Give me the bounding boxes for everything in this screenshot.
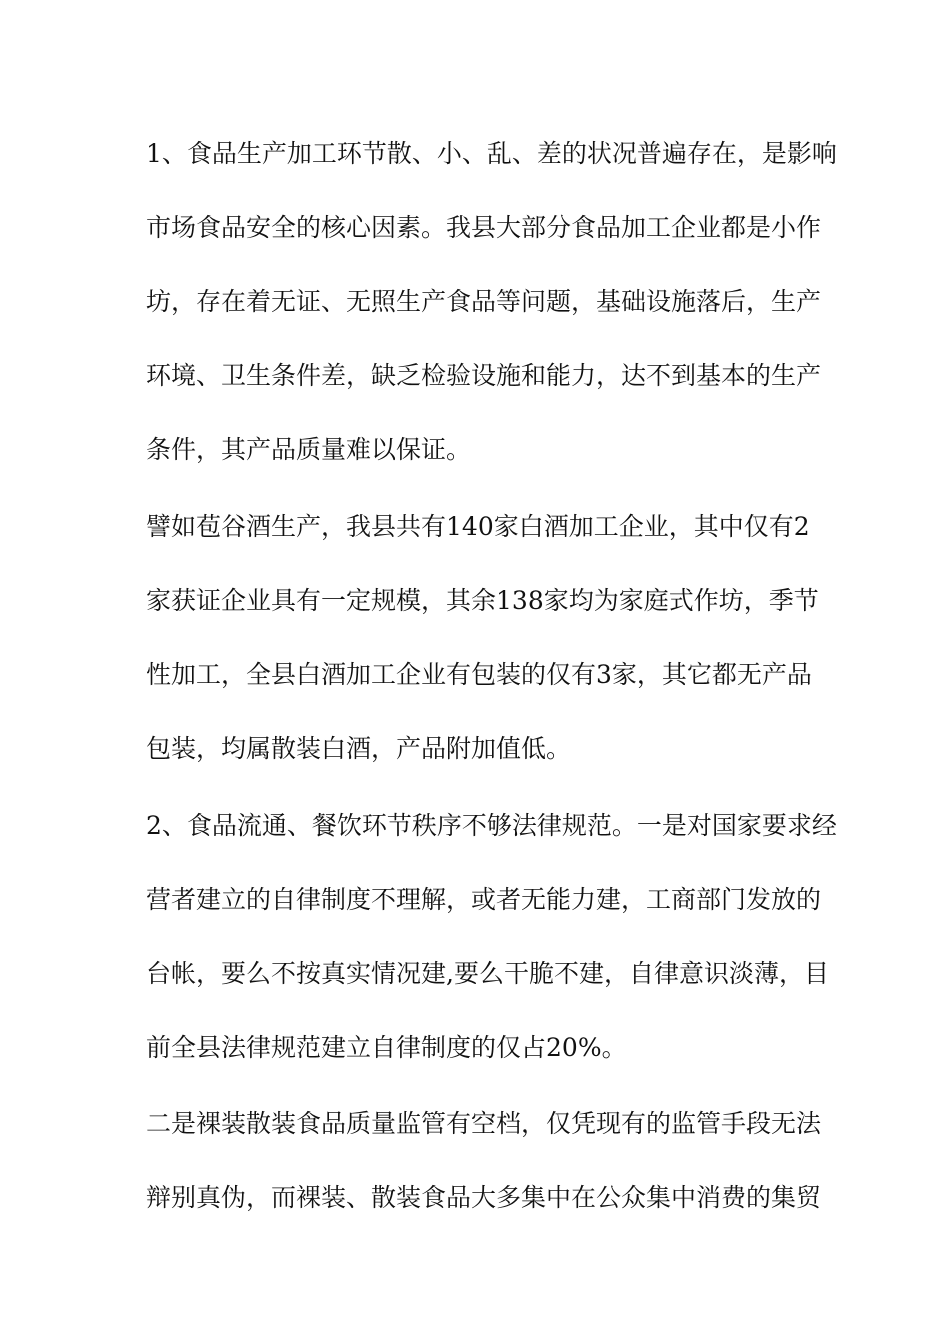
text-line: 1、食品生产加工环节散、小、乱、差的状况普遍存在，是影响: [146, 139, 837, 168]
text-line: 环境、卫生条件差，缺乏检验设施和能力，达不到基本的生产: [146, 361, 822, 390]
text-line: 前全县法律规范建立自律制度的仅占20%。: [146, 1033, 627, 1062]
text-line: 2、食品流通、餐饮环节秩序不够法律规范。一是对国家要求经: [146, 811, 837, 840]
text-line: 坊，存在着无证、无照生产食品等问题，基础设施落后，生产: [146, 287, 822, 316]
text-line: 营者建立的自律制度不理解，或者无能力建，工商部门发放的: [146, 885, 822, 914]
text-line: 包装，均属散装白酒，产品附加值低。: [146, 734, 572, 763]
text-line: 条件，其产品质量难以保证。: [146, 435, 472, 464]
text-line: 台帐，要么不按真实情况建,要么干脆不建，自律意识淡薄，目: [146, 959, 829, 988]
text-line: 辩别真伪，而裸装、散装食品大多集中在公众集中消费的集贸: [146, 1183, 822, 1212]
text-line: 家获证企业具有一定规模，其余138家均为家庭式作坊，季节: [146, 586, 819, 615]
text-line: 譬如苞谷酒生产，我县共有140家白酒加工企业，其中仅有2: [146, 512, 810, 541]
text-line: 二是裸装散装食品质量监管有空档，仅凭现有的监管手段无法: [146, 1109, 822, 1138]
text-line: 市场食品安全的核心因素。我县大部分食品加工企业都是小作: [146, 213, 822, 242]
text-line: 性加工，全县白酒加工企业有包装的仅有3家，其它都无产品: [146, 660, 812, 689]
